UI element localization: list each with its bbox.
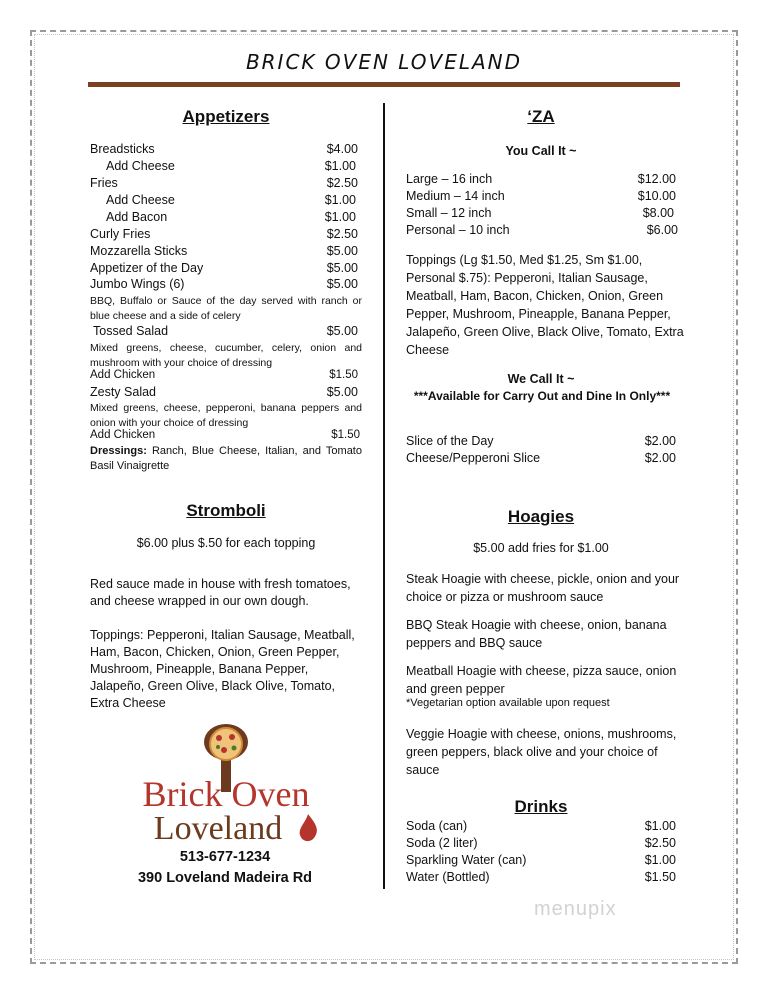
menu-item: Fries $2.50 (90, 176, 358, 190)
menu-item: Tossed Salad $5.00 (93, 324, 358, 338)
hoagies-price: $5.00 add fries for $1.00 (473, 541, 609, 555)
za-toppings: Toppings (Lg $1.50, Med $1.25, Sm $1.00, Personal $.75): Pepperoni, Italian Sausage, Meatball, Ham, Bacon, Chicken, Onion, Green Pepper, Mushroom, Pineapple, Banana Pepper, Jalapeño, Green Olive, Black Olive, Tomato, Extra Cheese (406, 253, 684, 357)
menu-title: BRICK OVEN LOVELAND (245, 50, 523, 74)
phone-number: 513-677-1234 (179, 849, 271, 865)
menu-item: Large – 16 inch $12.00 (406, 172, 676, 186)
menu-item: Soda (2 liter) $2.50 (406, 836, 676, 850)
stromboli-heading: Stromboli (186, 501, 266, 520)
menu-item: Small – 12 inch $8.00 (406, 206, 674, 220)
we-call-it: We Call It ~ (507, 372, 575, 386)
title-rule (88, 82, 680, 87)
menu-item: Sparkling Water (can) $1.00 (406, 853, 676, 867)
logo-line1: Brick Oven (142, 774, 310, 814)
menu-item: Personal – 10 inch $6.00 (406, 223, 678, 237)
menu-item: Curly Fries $2.50 (90, 227, 358, 241)
menu-item: Water (Bottled) $1.50 (406, 870, 676, 884)
menu-item: Add Bacon $1.00 (106, 210, 356, 224)
column-divider (383, 103, 385, 889)
flame-icon (300, 814, 317, 841)
menu-item: Add Cheese $1.00 (106, 193, 356, 207)
menu-item: Appetizer of the Day $5.00 (90, 261, 358, 275)
dressings-note: Dressings: Ranch, Blue Cheese, Italian, and Tomato Basil Vinaigrette (90, 445, 362, 472)
stromboli-toppings: Toppings: Pepperoni, Italian Sausage, Meatball, Ham, Bacon, Chicken, Onion, Green Pepper, Mushroom, Pineapple, Banana Pepper, Jalapeño, Green Olive, Black Olive, Tomato, Extra Cheese (90, 628, 355, 710)
menu-item: Add Chicken $1.50 (90, 369, 358, 381)
menu-item: Jumbo Wings (6) $5.00 (90, 277, 358, 291)
menu-item: Add Chicken $1.50 (90, 429, 360, 441)
vegetarian-note: *Vegetarian option available upon request (406, 697, 610, 709)
menu-item: Slice of the Day $2.00 (406, 434, 676, 448)
za-heading: ‘ZA (527, 107, 555, 126)
pizza-icon (210, 728, 242, 760)
stromboli-description: Red sauce made in house with fresh tomatoes, and cheese wrapped in our own dough. (90, 577, 351, 608)
steak-hoagie: Steak Hoagie with cheese, pickle, onion and your choice or pizza or mushroom sauce (406, 572, 680, 604)
address: 390 Loveland Madeira Rd (137, 870, 313, 886)
meatball-hoagie: Meatball Hoagie with cheese, pizza sauce, onion and green pepper (406, 664, 677, 696)
veggie-hoagie: Veggie Hoagie with cheese, onions, mushrooms, green peppers, black olive and your choice of sauce (406, 727, 677, 777)
you-call-it: You Call It ~ (505, 144, 577, 158)
stromboli-price: $6.00 plus $.50 for each topping (136, 536, 316, 550)
item-description: BBQ, Buffalo or Sauce of the day served with ranch or blue cheese and a side of celery (90, 295, 362, 322)
menupix-watermark: menupix (534, 898, 617, 920)
menu-item: Medium – 14 inch $10.00 (406, 189, 676, 203)
menu-item: Soda (can) $1.00 (406, 819, 676, 833)
brick-oven-logo (120, 722, 332, 850)
menu-item: Breadsticks $4.00 (90, 142, 358, 156)
logo-line2: Loveland (153, 810, 283, 847)
menu-item: Zesty Salad $5.00 (90, 385, 358, 399)
bbq-steak-hoagie: BBQ Steak Hoagie with cheese, onion, banana peppers and BBQ sauce (406, 618, 667, 650)
appetizers-heading: Appetizers (182, 107, 270, 126)
hoagies-heading: Hoagies (507, 507, 575, 526)
availability-note: ***Available for Carry Out and Dine In Only*** (413, 389, 671, 403)
menu-item: Mozzarella Sticks $5.00 (90, 244, 358, 258)
item-description: Mixed greens, cheese, pepperoni, banana peppers and onion with your choice of dressing (90, 402, 362, 429)
menu-item: Add Cheese $1.00 (106, 159, 356, 173)
drinks-heading: Drinks (514, 797, 568, 816)
item-description: Mixed greens, cheese, cucumber, celery, onion and mushroom with your choice of dressing (90, 342, 362, 369)
menu-item: Cheese/Pepperoni Slice $2.00 (406, 451, 676, 465)
